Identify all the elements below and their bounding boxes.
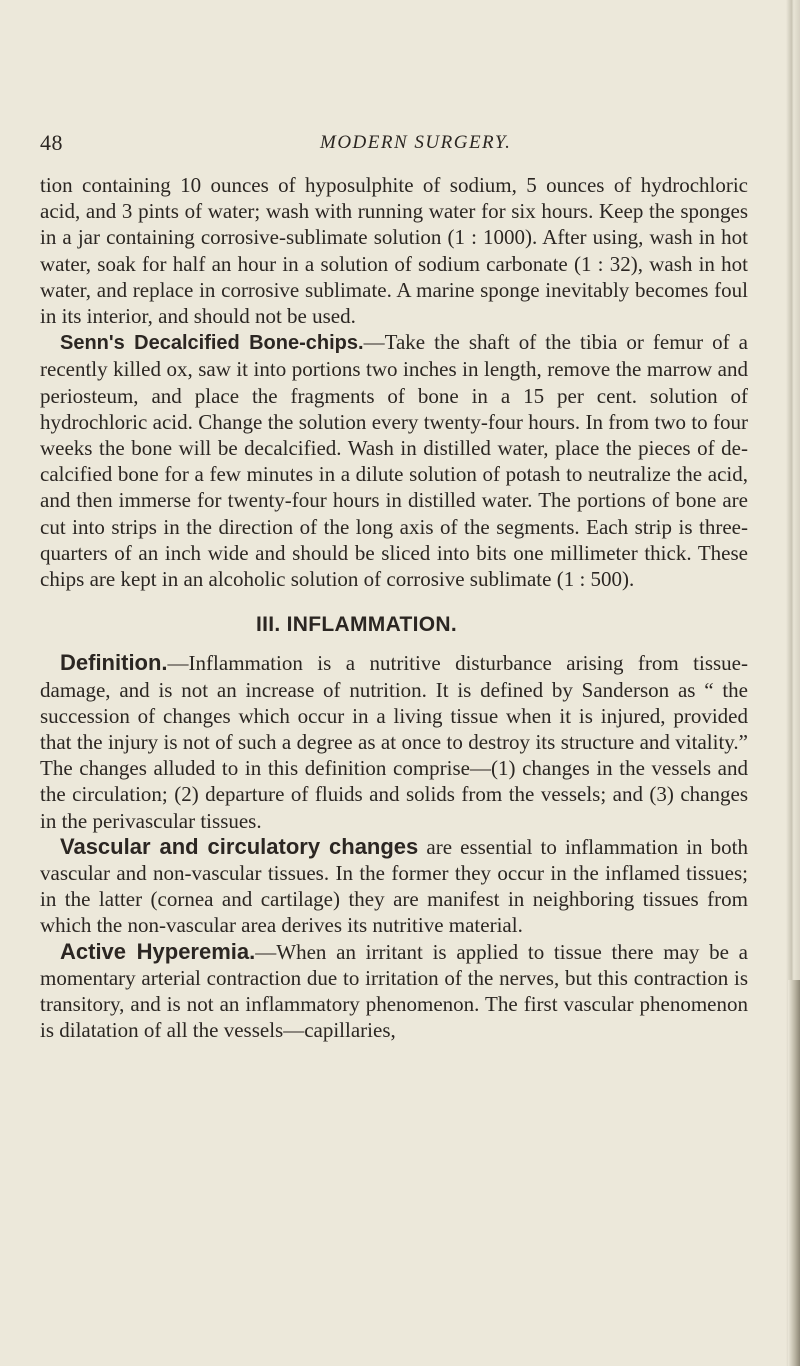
- paragraph-sponge-cleaning: [40, 172, 748, 329]
- paragraph-senn-bone-chips: [40, 329, 748, 592]
- paragraph-text: —Take the shaft of the tibia or femur of a recently killed ox, saw it into portions two inches in length, remove the marrow and periosteum, and place the fragments of bone in a 15 per cent. solution of hydrochloric acid. Change the solution every twenty-four hours. In from two to four weeks the bone will be decalcified. Wash in distilled water, place the pieces of de-calcified bone for a few minutes in a dilute solution of potash to neutralize the acid, and then immerse for twenty-four hours in distilled water. The portions of bone are cut into strips in the direction of the long axis of the segments. Each strip is three-quarters of an inch wide and should be sliced into bits one millimeter thick. These chips are kept in an alcoholic solution of corrosive sublimate (1 : 500).: [40, 330, 749, 592]
- paragraph-definition: [40, 650, 748, 833]
- paragraph-active-hyperemia: [40, 939, 748, 1044]
- paragraph-vascular-changes: [40, 834, 748, 939]
- run-in-heading: Active Hyperemia.: [60, 938, 256, 964]
- body-text: [40, 172, 748, 1044]
- run-in-heading: Vascular and circulatory changes: [60, 833, 419, 859]
- paragraph-text: —When an irritant is applied to tissue there may be a momentary arterial contraction due to irritation of the nerves, but this contraction is transitory, and is not an inflammatory phenomenon. The first vascular phenomenon is dilatation of all the vessels—capillaries,: [40, 939, 748, 1043]
- paragraph-text: —Inflammation is a nutritive disturbance arising from tissue-damage, and is not an increase of nutrition. It is defined by Sanderson as “ the succession of changes which occur in a living tissue when it is injured, provided that the injury is not of such a degree as at once to destroy its structure and vitality.” The changes alluded to in this definition comprise—(1) changes in the vessels and the circulation; (2) departure of fluids and solids from the vessels; and (3) changes in the perivascular tissues.: [40, 651, 748, 833]
- run-in-heading: Definition.: [60, 650, 168, 676]
- run-in-heading: Senn's Decalcified Bone-chips.: [60, 332, 364, 355]
- section-heading-inflammation: III. INFLAMMATION.: [256, 613, 457, 637]
- page-edge-shadow-lower: [788, 980, 800, 1366]
- paragraph-text: tion containing 10 ounces of hyposulphite of sodium, 5 ounces of hydrochloric acid, and 3 pints of water; wash with running water for six hours. Keep the sponges in a jar containing corrosive-sublimate solution (1 : 1000). After using, wash in hot water, soak for half an hour in a solution of sodium carbonate (1 : 32), wash in hot water, and replace in corrosive sublimate. A marine sponge inevitably becomes foul in its interior, and should not be used.: [40, 173, 748, 329]
- paragraph-text: are essential to inflammation in both vascular and non-vascular tissues. In the former they occur in the inflamed tissues; in the latter (cornea and cartilage) they are manifest in neighboring tissues from which the non-vascular area derives its nutritive material.: [40, 834, 748, 938]
- running-head: MODERN SURGERY.: [320, 132, 512, 153]
- page-header: [40, 130, 740, 160]
- page-number: 48: [40, 130, 63, 155]
